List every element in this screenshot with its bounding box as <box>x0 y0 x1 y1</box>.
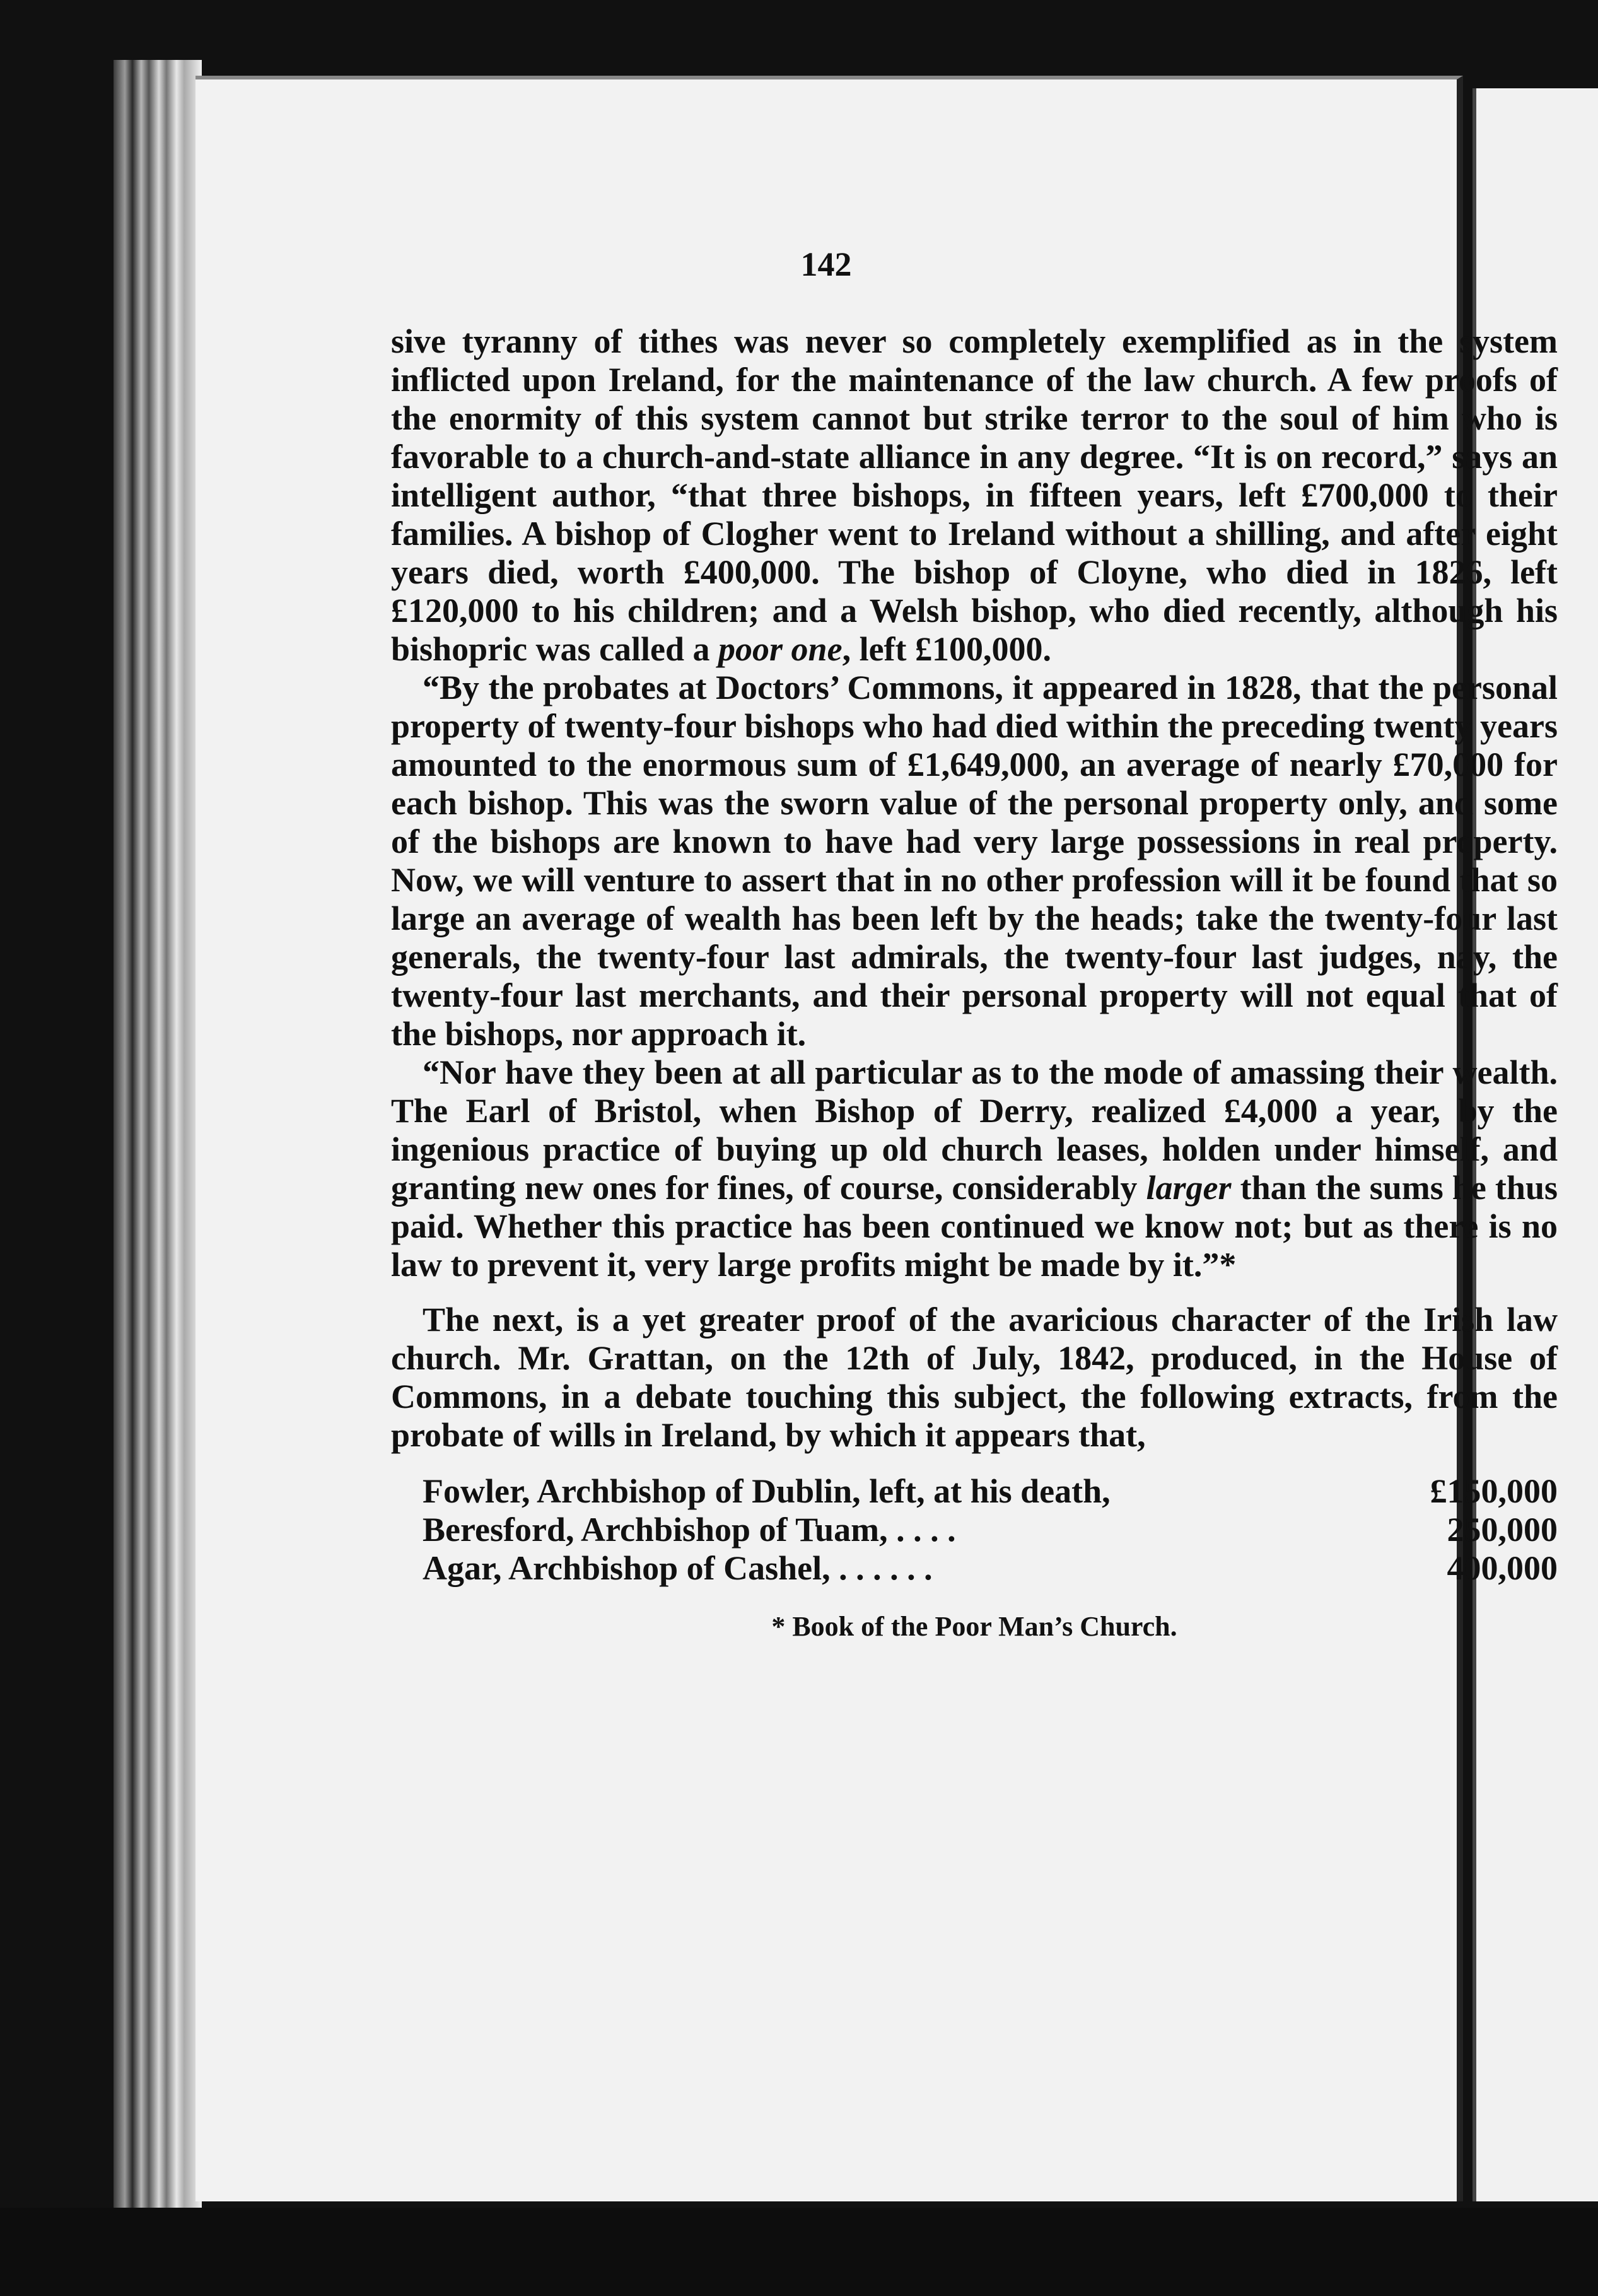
page-number: 142 <box>800 245 852 283</box>
paragraph-2 <box>391 669 1558 1053</box>
paragraph-3-italic: larger <box>1146 1169 1232 1207</box>
footnote: * Book of the Poor Man’s Church. <box>771 1611 1177 1642</box>
ledger-name: Beresford, Archbishop of Tuam, . . . . <box>423 1511 956 1549</box>
book-page <box>195 76 1558 2201</box>
paragraph-2-text: “By the probates at Doctors’ Commons, it appeared in 1828, that the personal property of twenty-four bishops who had died within the preceding twenty years amounted to the enormous sum of £1,649,000, an average of nearly £70,000 for each bishop. This was the sworn value of the personal property only, and some of the bishops are known to have had very large possessions in real property. Now, we will venture to assert that in no other profession will it be found that so large an average of wealth has been left by the heads; take the twenty-four last generals, the twenty-four last admirals, the twenty-four last judges, nay, the twenty-four last merchants, and their personal property will not equal that of the bishops, nor approach it. <box>391 669 1558 1053</box>
body-text <box>391 322 1558 1644</box>
ledger-row <box>423 1511 1558 1549</box>
ledger-amount: 250,000 <box>1447 1511 1558 1549</box>
ledger-name: Fowler, Archbishop of Dublin, left, at his death, <box>423 1472 1111 1510</box>
ledger-row <box>423 1549 1558 1588</box>
book-spine-edge <box>114 60 202 2211</box>
bequest-ledger <box>391 1472 1558 1588</box>
paragraph-3-part-3: than the sums he thus paid. Whether this practice has been continued we know not; but as there is no law to prevent it, very large profits might be made by it.”* <box>391 1169 1558 1284</box>
paragraph-3 <box>391 1053 1558 1284</box>
ledger-amount: 400,000 <box>1447 1549 1558 1587</box>
paragraph-3-part-1: “Nor have they been at all particular as to the mode of amassing their wealth. The Earl of Bristol, when Bishop of Derry, realized £4,000 a year, by the ingenious practice of buying up old church leases, holden under himself, and granting new ones for fines, of course, considerably <box>391 1053 1558 1207</box>
paragraph-1-part-3: , left £100,000. <box>842 630 1051 668</box>
paragraph-1-italic: poor one <box>718 630 843 668</box>
paragraph-1 <box>391 322 1558 669</box>
ledger-amount: £150,000 <box>1430 1472 1558 1510</box>
paragraph-4 <box>391 1301 1558 1455</box>
ledger-name: Agar, Archbishop of Cashel, . . . . . . <box>423 1549 933 1587</box>
paragraph-1-part-1: sive tyranny of tithes was never so completely exemplified as in the system inflicted upon Ireland, for the maintenance of the law church. A few proofs of the enormity of this system cannot but strike terror to the soul of him who is favorable to a church-and-state alliance in any degree. “It is on record,” says an intelligent author, “that three bishops, in fifteen years, left £700,000 to their families. A bishop of Clogher went to Ireland without a shilling, and after eight years died, worth £400,000. The bishop of Cloyne, who died in 1826, left £120,000 to his children; and a Welsh bishop, who died recently, although his bishopric was called a <box>391 322 1558 668</box>
scan-background <box>0 2208 1598 2296</box>
ledger-row <box>423 1472 1558 1511</box>
paragraph-4-text: The next, is a yet greater proof of the avaricious character of the Irish law church. Mr. Grattan, on the 12th of July, 1842, produced, in the House of Commons, in a debate touching this subject, the following extracts, from the probate of wills in Ireland, by which it appears that, <box>391 1301 1558 1454</box>
